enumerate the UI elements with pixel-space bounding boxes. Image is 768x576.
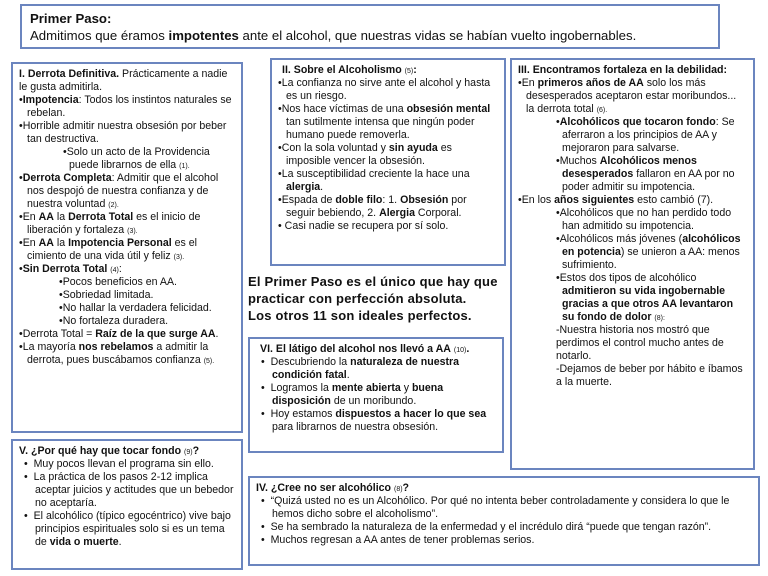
box1-sub2: •Sobriedad limitada. xyxy=(59,289,154,302)
box5-l2-text: La práctica de los pasos 2-12 implica aceptar juicios y actitudes que un bebedor no aceptaría. xyxy=(33,471,234,510)
box2-l5-g: Corporal. xyxy=(414,207,462,220)
box6-l1-c: . xyxy=(346,369,350,382)
box1-aa1-b: AA xyxy=(38,211,54,224)
section-sobre-alcoholismo xyxy=(270,58,506,266)
section-latigo-alcohol xyxy=(248,337,504,453)
box1-sin-derrota: •Sin Derrota Total (4): xyxy=(19,263,122,276)
box4-title-text: IV. ¿Cree no ser alcohólico xyxy=(256,482,392,494)
box1-title xyxy=(19,68,235,94)
box3-s2-a: Muchos xyxy=(559,155,600,168)
box3-s5-a: Estos dos tipos de alcohólico xyxy=(559,272,697,285)
box2-l3-a: Con la sola voluntad y xyxy=(281,142,389,155)
statement-line-1: El Primer Paso es el único que hay que xyxy=(248,274,498,289)
box3-p2-c: esto cambió (7). xyxy=(634,194,714,207)
box6-l3-b: dispuestos a hacer lo que sea xyxy=(335,408,487,421)
box4-l3: • Muchos regresan a AA antes de tener problemas serios. xyxy=(261,534,535,547)
box2-l3-b: sin ayuda xyxy=(388,142,438,155)
box4-title-ref: (8) xyxy=(393,486,403,493)
box1-mayoria-a: La mayoría xyxy=(22,341,79,354)
header-box xyxy=(20,4,720,49)
box1-sub1-text: Pocos beneficios en AA. xyxy=(62,276,177,289)
box3-dash-2: -Dejamos de beber por hábito e íbamos a la muerte. xyxy=(556,363,743,389)
box1-aa-derrota: •En AA la Derrota Total es el inicio de liberación y fortaleza (3). xyxy=(19,211,201,237)
box6-l2-d: buena disposición xyxy=(272,382,444,408)
box2-title-ref: (5) xyxy=(404,68,414,75)
box1-impotencia: •Impotencia: Todos los instintos naturales se rebelan. xyxy=(19,94,232,120)
header-text-a: Admitimos que éramos xyxy=(30,28,169,44)
box5-l3-a: El alcohólico (típico egocéntrico) vive bajo principios espirituales solo si es un tema de xyxy=(33,510,231,549)
box4-l1-text: “Quizá usted no es un Alcohólico. Por qué no intenta beber controladamente y considera lo que le hemos dicho sobre el alcoholismo”. xyxy=(270,495,730,521)
box1-sin-colon: : xyxy=(118,263,122,276)
box3-p2-a: En los xyxy=(521,194,555,207)
box1-aa1-e: es el inicio de liberación y fortaleza xyxy=(27,211,201,237)
box3-s4-c: ) se unieron a AA: menos sufrimiento. xyxy=(562,246,740,272)
box1-aa2-b: AA xyxy=(38,237,54,250)
box1-derrota-ref: (2). xyxy=(108,202,119,210)
box1-aa-impotencia: •En AA la Impotencia Personal es el cimiento de una vida útil y feliz (3). xyxy=(19,237,198,263)
box2-l4-b: alergia xyxy=(286,181,321,194)
box3-s2-c: fallaron en AA por no poder admitir su impotencia. xyxy=(562,168,735,194)
box1-aa2-ref: (3). xyxy=(173,254,185,262)
box1-sub3-text: No hallar la verdadera felicidad. xyxy=(62,302,212,315)
box2-l4-a: La susceptibilidad creciente la hace una xyxy=(281,168,470,181)
box4-l2: • Se ha sembrado la naturaleza de la enfermedad y el incrédulo dirá “puede que tengan razón”. xyxy=(261,521,712,534)
box1-title-bold: I. Derrota Definitiva. xyxy=(19,68,120,80)
box6-l2: • Logramos la mente abierta y buena disposición de un moribundo. xyxy=(261,382,444,408)
header-text-c: ante el alcohol, que nuestras vidas se habían vuelto ingobernables. xyxy=(238,28,637,44)
box3-s1-b: Alcohólicos que tocaron fondo xyxy=(559,116,716,129)
box3-s1-r: : Se aferraron a los principios de AA y mejoraron para salvarse. xyxy=(562,116,735,155)
box6-l1: • Descubriendo la naturaleza de nuestra condición fatal. xyxy=(261,356,460,382)
box5-l3-b: vida o muerte xyxy=(49,536,119,549)
box1-derrota-bold: Derrota Completa xyxy=(22,172,112,185)
header-text-b: impotentes xyxy=(168,28,239,44)
box6-l3: • Hoy estamos dispuestos a hacer lo que sea para librarnos de nuestra obsesión. xyxy=(261,408,487,434)
box3-s5-b: admitieron su vida ingobernable gracias a que otros AA levantaron su fondo de dolor xyxy=(562,285,734,324)
box1-derrota-completa: •Derrota Completa: Admitir que el alcohol nos despojó de nuestra confianza y de nuestra voluntad (2). xyxy=(19,172,219,211)
box2-l1: •La confianza no sirve ante el alcohol y hasta es un riesgo. xyxy=(278,77,491,103)
box1-mayoria-ref: (5). xyxy=(203,358,215,366)
box4-l3-text: Muchos regresan a AA antes de tener problemas serios. xyxy=(270,534,535,547)
box1-aa1-ref: (3). xyxy=(127,228,138,236)
box5-l2: • La práctica de los pasos 2-12 implica aceptar juicios y actitudes que un bebedor no aceptaría. xyxy=(24,471,234,510)
box2-l5-e: por seguir bebiendo, 2. xyxy=(286,194,467,220)
box2-l4: •La susceptibilidad creciente la hace una alergia. xyxy=(278,168,470,194)
box1-aa1-a: En xyxy=(22,211,39,224)
box6-l2-a: Logramos la xyxy=(270,382,332,395)
box1-title-rest: Prácticamente a nadie le gusta admitirla. xyxy=(19,68,228,94)
box1-mayoria-c: a admitir la derrota, pues buscábamos confianza xyxy=(27,341,209,367)
box1-raiz-c: . xyxy=(215,328,219,341)
section-fortaleza-debilidad xyxy=(510,58,755,470)
box5-l1: • Muy pocos llevan el programa sin ello. xyxy=(24,458,214,471)
box6-l2-b: mente abierta xyxy=(331,382,401,395)
box3-s2-b: Alcohólicos menos desesperados xyxy=(562,155,697,181)
box3-s4: •Alcohólicos más jóvenes (alcohólicos en potencia) se unieron a AA: menos sufrimiento. xyxy=(556,233,741,272)
box2-l2: •Nos hace víctimas de una obsesión mental tan sutilmente intensa que ningún poder humano puede removerla. xyxy=(278,103,491,142)
box1-aa2-c: la xyxy=(53,237,69,250)
box1-aa1-d: Derrota Total xyxy=(68,211,134,224)
box5-title-text: V. ¿Por qué hay que tocar fondo xyxy=(19,445,182,457)
box3-dash-1: -Nuestra historia nos mostró que perdimos el control mucho antes de notarlo. xyxy=(556,324,724,363)
box1-sub3: •No hallar la verdadera felicidad. xyxy=(59,302,212,315)
box1-impotencia-bold: Impotencia xyxy=(22,94,79,107)
box1-raiz: •Derrota Total = Raíz de la que surge AA. xyxy=(19,328,219,341)
box2-title-text: II. Sobre el Alcoholismo xyxy=(282,64,402,76)
box2-l3: •Con la sola voluntad y sin ayuda es imposible vencer la obsesión. xyxy=(278,142,452,168)
box3-title: III. Encontramos fortaleza en la debilidad: xyxy=(518,64,727,76)
box1-impotencia-rest: : Todos los instintos naturales se rebelan. xyxy=(27,94,232,120)
box1-derrota-rest: : Admitir que el alcohol nos despojó de nuestra confianza y de nuestra voluntad xyxy=(27,172,219,211)
box3-p1-ref: (6). xyxy=(596,107,608,115)
box3-p2-b: años siguientes xyxy=(554,194,635,207)
box3-p1-b: primeros años de AA xyxy=(537,77,644,90)
box6-title-end: . xyxy=(466,343,470,355)
header-title: Primer Paso: xyxy=(30,11,112,26)
box3-s4-b: alcohólicos en potencia xyxy=(562,233,741,259)
statement-line-2: practicar con perfección absoluta. xyxy=(248,290,467,306)
box1-sub4: •No fortaleza duradera. xyxy=(59,315,169,328)
section-tocar-fondo xyxy=(11,439,243,570)
box1-aa2-a: En xyxy=(22,237,39,250)
box2-l2-c: tan sutilmente intensa que ningún poder humano puede removerla. xyxy=(286,116,475,142)
box3-p2: •En los años siguientes esto cambió (7). xyxy=(518,194,714,207)
box1-solo-ref: (1). xyxy=(179,163,190,171)
box2-l2-b: obsesión mental xyxy=(406,103,491,116)
section-cree-no-ser-alcoholico xyxy=(248,476,760,566)
box5-l3-c: . xyxy=(118,536,122,549)
box3-s5-ref: (8): xyxy=(654,315,665,323)
box3-s3: •Alcohólicos que no han perdido todo han admitido su impotencia. xyxy=(556,207,732,233)
box1-sub1: •Pocos beneficios en AA. xyxy=(59,276,177,289)
box2-l6-text: Casi nadie se recupera por sí solo. xyxy=(281,220,449,233)
box6-l1-b: naturaleza de nuestra condición fatal xyxy=(272,356,460,382)
box5-title-end: ? xyxy=(192,445,200,457)
box2-l2-a: Nos hace víctimas de una xyxy=(281,103,407,116)
box5-title xyxy=(19,445,235,458)
box6-title xyxy=(256,343,496,356)
box2-l1-text: La confianza no sirve ante el alcohol y hasta es un riesgo. xyxy=(281,77,491,103)
box1-solo-text: Solo un acto de la Providencia puede librarnos de ella xyxy=(66,146,210,172)
box4-l1: • “Quizá usted no es un Alcohólico. Por qué no intenta beber controladamente y considera lo que le hemos dicho sobre el alcoholismo”. xyxy=(261,495,730,521)
box2-l3-c: es imposible vencer la obsesión. xyxy=(286,142,452,168)
statement-line-3: Los otros 11 son ideales perfectos. xyxy=(248,307,472,323)
box1-raiz-a: Derrota Total = xyxy=(22,328,96,341)
box1-mayoria: •La mayoría nos rebelamos a admitir la derrota, pues buscábamos confianza (5). xyxy=(19,341,215,367)
box2-l5: •Espada de doble filo: 1. Obsesión por seguir bebiendo, 2. Alergia Corporal. xyxy=(278,194,467,220)
box3-s4-a: Alcohólicos más jóvenes ( xyxy=(559,233,683,246)
box3-s5: •Estos dos tipos de alcohólico admitieron su vida ingobernable gracias a que otros AA levantaron su fondo de dolor (8): xyxy=(556,272,734,324)
box4-l2-text: Se ha sembrado la naturaleza de la enfermedad y el incrédulo dirá “puede que tengan razón”. xyxy=(270,521,712,534)
box3-p1-a: En xyxy=(521,77,538,90)
box1-mayoria-b: nos rebelamos xyxy=(78,341,154,354)
box1-aa2-d: Impotencia Personal xyxy=(68,237,172,250)
box2-l5-a: Espada de xyxy=(281,194,336,207)
header-statement xyxy=(30,27,710,44)
box6-l1-a: Descubriendo la xyxy=(270,356,351,369)
box2-l4-c: . xyxy=(320,181,324,194)
box1-sin-ref: (4) xyxy=(110,267,119,275)
section-derrota-definitiva xyxy=(11,62,243,433)
box3-s2: •Muchos Alcohólicos menos desesperados fallaron en AA por no poder admitir su impotencia. xyxy=(556,155,735,194)
box6-l3-a: Hoy estamos xyxy=(270,408,336,421)
box2-title-end: : xyxy=(413,64,417,76)
box3-s1: •Alcohólicos que tocaron fondo: Se aferraron a los principios de AA y mejoraron para salvarse. xyxy=(556,116,735,155)
box2-l5-f: Alergia xyxy=(379,207,415,220)
box6-l2-c: y xyxy=(400,382,412,395)
box1-aa1-c: la xyxy=(53,211,69,224)
box6-title-text: VI. El látigo del alcohol nos llevó a AA xyxy=(260,343,451,355)
box2-l5-d: Obsesión xyxy=(400,194,449,207)
box6-l3-c: para librarnos de nuestra obsesión. xyxy=(272,421,439,434)
box6-l2-e: de un moribundo. xyxy=(330,395,417,408)
box5-l3: • El alcohólico (típico egocéntrico) vive bajo principios espirituales solo si es un tema de vida o muerte. xyxy=(24,510,231,549)
box3-s3-text: Alcohólicos que no han perdido todo han admitido su impotencia. xyxy=(559,207,732,233)
box1-sin-bold: Sin Derrota Total xyxy=(22,263,108,276)
box4-title-end: ? xyxy=(402,482,410,494)
box1-horrible: •Horrible admitir nuestra obsesión por beber tan destructiva. xyxy=(19,120,227,146)
box2-l6: • Casi nadie se recupera por sí solo. xyxy=(278,220,449,233)
box1-sub2-text: Sobriedad limitada. xyxy=(62,289,154,302)
box1-aa2-e: es el cimiento de una vida útil y feliz xyxy=(27,237,198,263)
box2-title xyxy=(278,64,498,77)
box1-raiz-b: Raíz de la que surge AA xyxy=(95,328,216,341)
box5-title-ref: (9) xyxy=(184,449,193,456)
box6-title-ref: (10) xyxy=(453,347,467,354)
box1-solo: •Solo un acto de la Providencia puede librarnos de ella (1). xyxy=(63,146,210,172)
box5-l1-text: Muy pocos llevan el programa sin ello. xyxy=(33,458,214,471)
box1-sub4-text: No fortaleza duradera. xyxy=(62,315,169,328)
box3-p1: •En primeros años de AA solo los más desesperados aceptaron estar moribundos... la derrota total (6). xyxy=(518,77,737,116)
box2-l5-b: doble filo xyxy=(335,194,383,207)
box4-title xyxy=(256,482,752,495)
box2-l5-c: : 1. xyxy=(382,194,401,207)
box3-p1-c: solo los más desesperados aceptaron estar moribundos... la derrota total xyxy=(526,77,737,116)
primer-paso-statement xyxy=(248,274,510,325)
box1-horrible-text: Horrible admitir nuestra obsesión por beber tan destructiva. xyxy=(22,120,227,146)
